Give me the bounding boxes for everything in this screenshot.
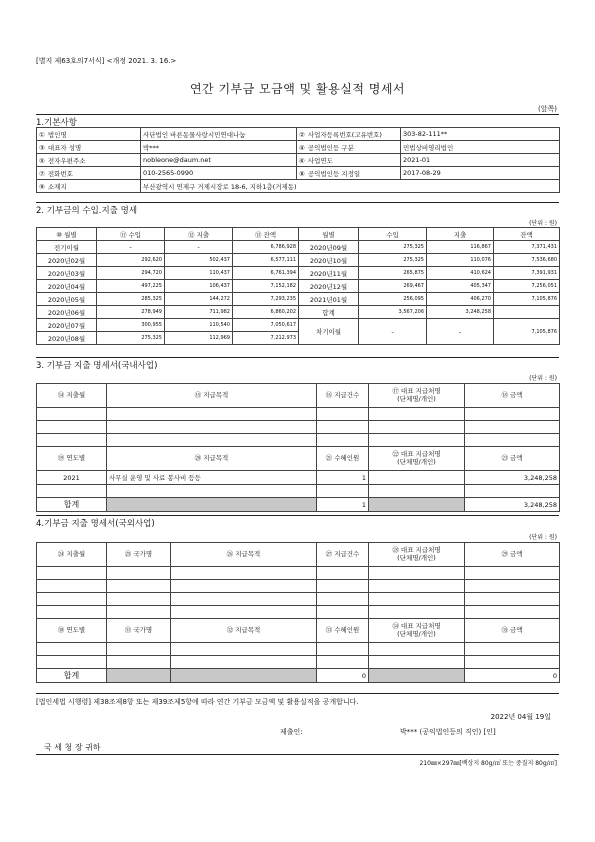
table-cell: - (165, 241, 233, 254)
table-row (37, 447, 560, 471)
section3-title: 3. 기부금 지출 명세서(국내사업) (36, 361, 158, 371)
shaded-cell (369, 498, 465, 512)
table-row (37, 471, 560, 485)
total-value (494, 306, 560, 319)
page-side-note: (앞쪽) (538, 105, 557, 113)
empty-cell (107, 580, 171, 593)
table-cell: 7,391,931 (494, 267, 560, 280)
empty-cell (107, 656, 171, 669)
empty-cell (369, 421, 465, 434)
field-number: ② (299, 130, 305, 139)
empty-cell (317, 656, 369, 669)
table-row (37, 280, 560, 293)
empty-cell (369, 593, 465, 606)
total-value: 0 (465, 669, 560, 683)
table-cell: 116,867 (427, 241, 494, 254)
table-cell: 2020년04월 (37, 280, 97, 293)
column-header: ㉛ 국가명 (107, 619, 171, 643)
empty-cell (369, 580, 465, 593)
table-cell: 265,875 (359, 267, 427, 280)
table-cell: 711,982 (165, 306, 233, 319)
empty-cell (369, 567, 465, 580)
paper-spec: 210㎜×297㎜[백상지 80g/㎡ 또는 중질지 80g/㎡] (419, 760, 557, 767)
table-row (37, 485, 560, 498)
field-label: 전자우편주소 (47, 156, 86, 165)
table-cell: 2020년02월 (37, 254, 97, 267)
column-header: ㉟ 금액 (465, 619, 560, 643)
table-cell: - (97, 241, 165, 254)
table-cell: 110,437 (165, 267, 233, 280)
empty-cell (37, 606, 107, 619)
disclosure-statement: [법인세법 시행령] 제38조제8항 또는 제39조제5항에 따라 연간 기부금 모금액 및 활용실적을 공개합니다. (36, 698, 359, 706)
table-cell: 2021년01월 (299, 293, 359, 306)
table-cell: 1 (317, 471, 369, 485)
empty-cell (107, 593, 171, 606)
section4-title: 4.기부금 지출 명세서(국외사업) (36, 519, 155, 529)
empty-cell (37, 485, 107, 498)
total-value: 3,248,258 (465, 498, 560, 512)
document-title: 연간 기부금 모금액 및 활용실적 명세서 (189, 82, 406, 96)
column-header: 지출 (427, 228, 494, 241)
table-cell: 7,536,680 (494, 254, 560, 267)
empty-cell (171, 656, 317, 669)
field-label-cell (37, 154, 141, 167)
empty-cell (107, 606, 171, 619)
empty-cell (171, 606, 317, 619)
field-number: ⑦ (39, 169, 45, 178)
empty-cell (37, 567, 107, 580)
column-header: ⑳ 지급목적 (107, 447, 317, 471)
table-row (37, 128, 560, 141)
empty-cell (107, 408, 317, 421)
empty-cell (171, 580, 317, 593)
empty-cell (465, 656, 560, 669)
field-number: ⑤ (39, 156, 45, 165)
table-cell: 7,371,431 (494, 241, 560, 254)
empty-cell (317, 606, 369, 619)
field-value: 박*** (141, 141, 297, 154)
empty-cell (171, 643, 317, 656)
address-value: 부산광역시 연제구 거제시장로 18-6, 지하1층(거제동) (141, 180, 560, 193)
empty-cell (37, 421, 107, 434)
column-header: ⑫ 지출 (165, 228, 233, 241)
total-label: 합계 (37, 498, 107, 512)
section-divider (36, 202, 559, 203)
section-divider (36, 357, 559, 358)
column-header: ㉝ 수혜인원 (317, 619, 369, 643)
table-row (37, 228, 560, 241)
table-cell: 275,325 (359, 254, 427, 267)
empty-cell (317, 593, 369, 606)
field-number: ④ (299, 143, 305, 152)
table-cell: 292,620 (97, 254, 165, 267)
column-header: ㉞ 대표 지급처명 (단체명/개인) (369, 619, 465, 643)
submitter-label: 제출인: (280, 728, 303, 736)
field-label: 소재지 (47, 182, 67, 191)
table-row (37, 656, 560, 669)
empty-cell (465, 421, 560, 434)
field-label: 법인명 (47, 130, 67, 139)
table-cell: 285,325 (97, 293, 165, 306)
submission-date: 2022년 04월 19일 (490, 713, 551, 721)
footer-divider (36, 693, 559, 694)
field-label-cell (297, 167, 401, 180)
field-label: 공익법인등 구분 (307, 143, 354, 152)
table-cell: 275,325 (359, 241, 427, 254)
column-header: ⑮ 지급목적 (107, 384, 317, 408)
empty-cell (369, 408, 465, 421)
table-cell: 6,786,928 (233, 241, 299, 254)
table-cell: 2020년07월 (37, 319, 97, 332)
table-cell: 7,152,182 (233, 280, 299, 293)
table-cell: 6,577,111 (233, 254, 299, 267)
empty-cell (37, 408, 107, 421)
table-row (37, 543, 560, 567)
section3-unit: (단위 : 원) (529, 375, 557, 382)
table-cell: 410,624 (427, 267, 494, 280)
empty-cell (37, 656, 107, 669)
table-cell: 7,212,973 (233, 332, 299, 345)
table-row (37, 384, 560, 408)
field-value: nobleone@daum.net (141, 154, 297, 167)
carry-value: - (427, 319, 494, 345)
table-row (37, 567, 560, 580)
shaded-cell (171, 669, 317, 683)
column-header: ⑯ 지급건수 (317, 384, 369, 408)
table-cell: 2020년08월 (37, 332, 97, 345)
table-cell: 7,105,876 (494, 293, 560, 306)
form-reference: [별지 제63호의7서식] <개정 2021. 3. 16.> (36, 57, 177, 65)
table-row (37, 434, 560, 447)
field-label-cell (297, 128, 401, 141)
empty-cell (37, 434, 107, 447)
table-row (37, 421, 560, 434)
domestic-expense-table (36, 383, 560, 512)
column-header: 월별 (299, 228, 359, 241)
column-header: ㉚ 연도별 (37, 619, 107, 643)
column-header: ㉜ 지급목적 (171, 619, 317, 643)
column-header: ㉕ 국가명 (107, 543, 171, 567)
empty-cell (465, 643, 560, 656)
table-row (37, 306, 560, 319)
empty-cell (317, 567, 369, 580)
table-cell: 6,761,394 (233, 267, 299, 280)
table-row (37, 254, 560, 267)
table-cell: 110,540 (165, 319, 233, 332)
table-cell: 7,256,051 (494, 280, 560, 293)
overseas-expense-table (36, 542, 560, 683)
empty-cell (317, 408, 369, 421)
table-cell: 278,949 (97, 306, 165, 319)
field-label: 공익법인등 지정일 (307, 169, 361, 178)
field-number: ⑨ (39, 182, 45, 191)
table-cell: 294,720 (97, 267, 165, 280)
table-row (37, 580, 560, 593)
empty-cell (107, 567, 171, 580)
total-value: 0 (317, 669, 369, 683)
section1-title: 1.기본사항 (36, 118, 77, 128)
field-value: 010-2565-0990 (141, 167, 297, 180)
column-header: ㉓ 금액 (465, 447, 560, 471)
carry-value: - (359, 319, 427, 345)
total-value: 3,567,206 (359, 306, 427, 319)
column-header: ⑲ 연도별 (37, 447, 107, 471)
empty-cell (465, 485, 560, 498)
column-header: ㉒ 대표 지급처명 (단체명/개인) (369, 447, 465, 471)
field-label: 사업연도 (307, 156, 333, 165)
section2-title: 2. 기부금의 수입.지출 명세 (36, 206, 138, 216)
field-label: 대표자 성명 (47, 143, 82, 152)
empty-cell (317, 485, 369, 498)
table-cell: 405,347 (427, 280, 494, 293)
table-row (37, 293, 560, 306)
table-row (37, 408, 560, 421)
field-value: 사단법인 바른동물사랑시민연대나눔 (141, 128, 297, 141)
field-label-cell (37, 141, 141, 154)
table-row (37, 606, 560, 619)
carry-label: 차기이월 (299, 319, 359, 345)
section-divider (36, 515, 559, 516)
shaded-cell (369, 669, 465, 683)
total-label: 합계 (37, 669, 107, 683)
empty-cell (37, 593, 107, 606)
column-header: ㉗ 지급건수 (317, 543, 369, 567)
section2-unit: (단위 : 원) (529, 220, 557, 227)
column-header: 수입 (359, 228, 427, 241)
table-cell: 300,955 (97, 319, 165, 332)
table-row (37, 669, 560, 683)
table-cell: 275,325 (97, 332, 165, 345)
field-label: 사업자등록번호(고유번호) (307, 130, 382, 139)
empty-cell (107, 421, 317, 434)
column-header: ㉔ 지출월 (37, 543, 107, 567)
field-value: 민법상비영리법인 (401, 141, 560, 154)
table-row (37, 319, 560, 332)
table-cell: 3,248,258 (465, 471, 560, 485)
empty-cell (171, 593, 317, 606)
table-cell: 256,095 (359, 293, 427, 306)
column-header: ⑱ 금액 (465, 384, 560, 408)
total-value: 3,248,258 (427, 306, 494, 319)
empty-cell (317, 580, 369, 593)
empty-cell (107, 485, 317, 498)
empty-cell (369, 606, 465, 619)
field-label-cell (37, 167, 141, 180)
basic-info-table (36, 127, 560, 193)
table-cell: 2020년05월 (37, 293, 97, 306)
field-label-cell (37, 180, 141, 193)
table-row (37, 180, 560, 193)
recipient: 국 세 청 장 귀하 (44, 743, 101, 752)
field-label-cell (37, 128, 141, 141)
column-header: ⑭ 지출월 (37, 384, 107, 408)
column-header: ㉙ 금액 (465, 543, 560, 567)
table-cell (369, 471, 465, 485)
table-cell: 사무실 운영 및 사료 봉사비 등등 (107, 471, 317, 485)
table-cell: 144,272 (165, 293, 233, 306)
table-cell: 502,437 (165, 254, 233, 267)
income-expense-table (36, 227, 560, 345)
table-row (37, 619, 560, 643)
total-value: 1 (317, 498, 369, 512)
table-row (37, 267, 560, 280)
empty-cell (465, 408, 560, 421)
section4-unit: (단위 : 원) (529, 534, 557, 541)
carry-value: 7,105,876 (494, 319, 560, 345)
table-row (37, 498, 560, 512)
submitter-name: 박*** (공익법인등의 직인) [인] (400, 728, 496, 736)
table-row (37, 141, 560, 154)
empty-cell (369, 485, 465, 498)
shaded-cell (107, 669, 171, 683)
table-cell: 2020년10월 (299, 254, 359, 267)
column-header: ㉘ 대표 지급처명 (단체명/개인) (369, 543, 465, 567)
empty-cell (107, 643, 171, 656)
empty-cell (369, 656, 465, 669)
table-cell: 2020년11월 (299, 267, 359, 280)
table-cell: 2020년09월 (299, 241, 359, 254)
empty-cell (37, 580, 107, 593)
field-label-cell (297, 154, 401, 167)
table-cell: 497,225 (97, 280, 165, 293)
field-value: 2017-08-29 (401, 167, 560, 180)
table-cell: 전기이월 (37, 241, 97, 254)
table-cell: 2020년12월 (299, 280, 359, 293)
column-header: ⑬ 잔액 (233, 228, 299, 241)
column-header: ⑪ 수입 (97, 228, 165, 241)
section-divider (36, 114, 559, 115)
column-header: ⑩ 월별 (37, 228, 97, 241)
column-header: ㉑ 수혜인원 (317, 447, 369, 471)
empty-cell (465, 593, 560, 606)
table-row (37, 167, 560, 180)
field-label: 전화번호 (47, 169, 73, 178)
table-row (37, 154, 560, 167)
table-cell: 269,467 (359, 280, 427, 293)
empty-cell (369, 643, 465, 656)
field-number: ⑥ (299, 156, 305, 165)
empty-cell (317, 643, 369, 656)
field-number: ① (39, 130, 45, 139)
total-label: 합계 (299, 306, 359, 319)
table-cell: 2020년06월 (37, 306, 97, 319)
column-header: ⑰ 대표 지급처명 (단체명/개인) (369, 384, 465, 408)
empty-cell (37, 643, 107, 656)
field-value: 303-82-111** (401, 128, 560, 141)
field-number: ③ (39, 143, 45, 152)
footer-divider (36, 754, 559, 755)
empty-cell (369, 434, 465, 447)
table-row (37, 241, 560, 254)
empty-cell (465, 580, 560, 593)
empty-cell (465, 606, 560, 619)
table-cell: 110,076 (427, 254, 494, 267)
table-cell: 112,969 (165, 332, 233, 345)
empty-cell (107, 434, 317, 447)
table-cell: 406,270 (427, 293, 494, 306)
empty-cell (317, 434, 369, 447)
empty-cell (465, 567, 560, 580)
table-row (37, 593, 560, 606)
table-cell: 7,293,235 (233, 293, 299, 306)
table-cell: 106,437 (165, 280, 233, 293)
table-cell: 6,860,202 (233, 306, 299, 319)
empty-cell (317, 421, 369, 434)
table-row (37, 643, 560, 656)
field-label-cell (297, 141, 401, 154)
empty-cell (171, 567, 317, 580)
column-header: ㉖ 지급목적 (171, 543, 317, 567)
shaded-cell (107, 498, 317, 512)
table-cell: 2021 (37, 471, 107, 485)
table-cell: 2020년03월 (37, 267, 97, 280)
field-value: 2021-01 (401, 154, 560, 167)
empty-cell (465, 434, 560, 447)
field-number: ⑧ (299, 169, 305, 178)
table-cell: 7,050,617 (233, 319, 299, 332)
column-header: 잔액 (494, 228, 560, 241)
